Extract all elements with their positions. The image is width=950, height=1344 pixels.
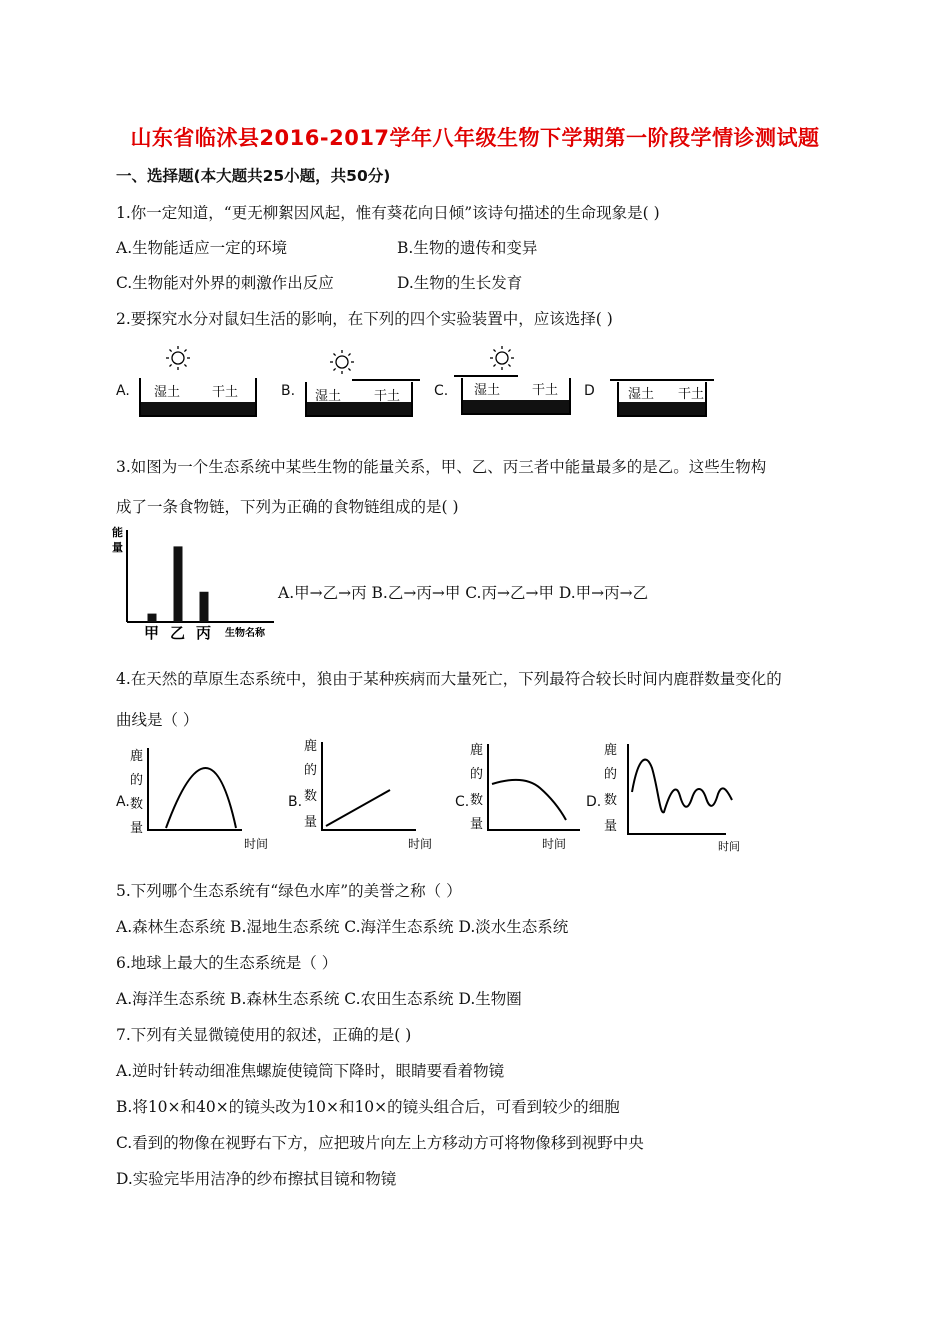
curve-b (304, 739, 432, 851)
question-3-stem-1: 3.如图为一个生态系统中某些生物的能量关系，甲、乙、丙三者中能量最多的是乙。这些生物构 (116, 458, 767, 476)
curve-d-label: D. (586, 794, 602, 810)
curve-c (470, 743, 580, 851)
question-6-stem: 6.地球上最大的生态系统是（ ） (116, 954, 338, 972)
y-label: 鹿 (130, 749, 144, 764)
y-label: 数 (304, 789, 318, 804)
wet-soil-label: 湿土 (315, 389, 342, 404)
x-axis-label: 生物名称 (225, 628, 265, 639)
apparatus-a-label: A. (116, 383, 130, 399)
apparatus-c-label: C. (434, 383, 449, 399)
question-7-stem: 7.下列有关显微镜使用的叙述，正确的是( ) (116, 1026, 412, 1044)
bar-1 (148, 614, 157, 622)
page-title: 山东省临沭县2016-2017学年八年级生物下学期第一阶段学情诊测试题 (130, 126, 820, 150)
question-3-stem-2: 成了一条食物链，下列为正确的食物链组成的是( ) (116, 498, 459, 516)
apparatus-diagrams (130, 340, 730, 420)
question-7-option-c: C.看到的物像在视野右下方，应把玻片向左上方移动方可将物像移到视野中央 (116, 1134, 644, 1152)
y-axis-label-2: 量 (112, 541, 123, 554)
y-label: 的 (130, 773, 144, 788)
question-4-stem-1: 4.在天然的草原生态系统中，狼由于某种疾病而大量死亡，下列最符合较长时间内鹿群数量变化的 (116, 670, 782, 688)
apparatus-c (454, 346, 570, 414)
y-label: 数 (470, 793, 484, 808)
question-7-option-a: A.逆时针转动细准焦螺旋使镜筒下降时，眼睛要看着物镜 (116, 1062, 505, 1080)
energy-bar-chart (108, 522, 298, 644)
apparatus-d (610, 380, 714, 416)
curve-c-label: C. (455, 794, 470, 810)
y-label: 量 (470, 817, 484, 832)
apparatus-b (306, 350, 420, 416)
question-4-stem-2: 曲线是（ ） (116, 711, 199, 729)
category-label: 乙 (170, 624, 186, 642)
question-1-option-d: D.生物的生长发育 (397, 274, 523, 292)
curve-a-label: A. (116, 794, 130, 810)
x-label: 时间 (244, 837, 269, 851)
y-label: 的 (470, 767, 484, 782)
y-axis-label-1: 能 (112, 526, 123, 539)
y-label: 量 (130, 821, 144, 836)
category-label: 甲 (144, 624, 160, 642)
question-1-option-a: A.生物能适应一定的环境 (116, 239, 288, 257)
question-2-stem: 2.要探究水分对鼠妇生活的影响，在下列的四个实验装置中，应该选择( ) (116, 310, 613, 328)
curve-b-label: B. (288, 794, 303, 810)
y-label: 鹿 (604, 743, 618, 758)
wet-soil-label: 湿土 (628, 387, 655, 402)
apparatus-a (140, 346, 256, 416)
bar-2 (174, 546, 183, 622)
question-5-stem: 5.下列哪个生态系统有“绿色水库”的美誉之称（ ） (116, 882, 462, 900)
x-label: 时间 (542, 837, 567, 851)
y-label: 鹿 (304, 739, 318, 754)
apparatus-d-label: D (584, 383, 595, 399)
y-label: 数 (130, 797, 144, 812)
curve-d (604, 743, 740, 853)
y-label: 量 (304, 815, 318, 830)
y-label: 鹿 (470, 743, 484, 758)
wet-soil-label: 湿土 (474, 383, 501, 398)
question-1-option-c: C.生物能对外界的刺激作出反应 (116, 274, 334, 292)
question-7-option-b: B.将10×和40×的镜头改为10×和10×的镜头组合后，可看到较少的细胞 (116, 1098, 620, 1116)
question-1-option-b: B.生物的遗传和变异 (397, 239, 538, 257)
dry-soil-label: 干土 (678, 387, 705, 402)
dry-soil-label: 干土 (532, 383, 559, 398)
dry-soil-label: 干土 (212, 385, 239, 400)
y-label: 数 (604, 793, 618, 808)
question-6-options: A.海洋生态系统 B.森林生态系统 C.农田生态系统 D.生物圈 (116, 990, 522, 1008)
y-label: 的 (604, 767, 618, 782)
y-label: 量 (604, 819, 618, 834)
x-label: 时间 (408, 837, 433, 851)
dry-soil-label: 干土 (374, 389, 401, 404)
wet-soil-label: 湿土 (154, 385, 181, 400)
curve-a (130, 748, 268, 851)
question-5-options: A.森林生态系统 B.湿地生态系统 C.海洋生态系统 D.淡水生态系统 (116, 918, 569, 936)
apparatus-b-label: B. (281, 383, 296, 399)
bar-3 (200, 592, 209, 622)
question-3-options: A.甲→乙→丙 B.乙→丙→甲 C.丙→乙→甲 D.甲→丙→乙 (278, 584, 649, 602)
question-7-option-d: D.实验完毕用洁净的纱布擦拭目镜和物镜 (116, 1170, 397, 1188)
category-label: 丙 (196, 624, 212, 642)
deer-population-curves (120, 738, 760, 856)
question-1-stem: 1.你一定知道，“更无柳絮因风起，惟有葵花向日倾”该诗句描述的生命现象是( ) (116, 204, 660, 222)
y-label: 的 (304, 763, 318, 778)
x-label: 时间 (718, 840, 740, 853)
section-heading: 一、选择题(本大题共25小题，共50分) (116, 167, 391, 185)
